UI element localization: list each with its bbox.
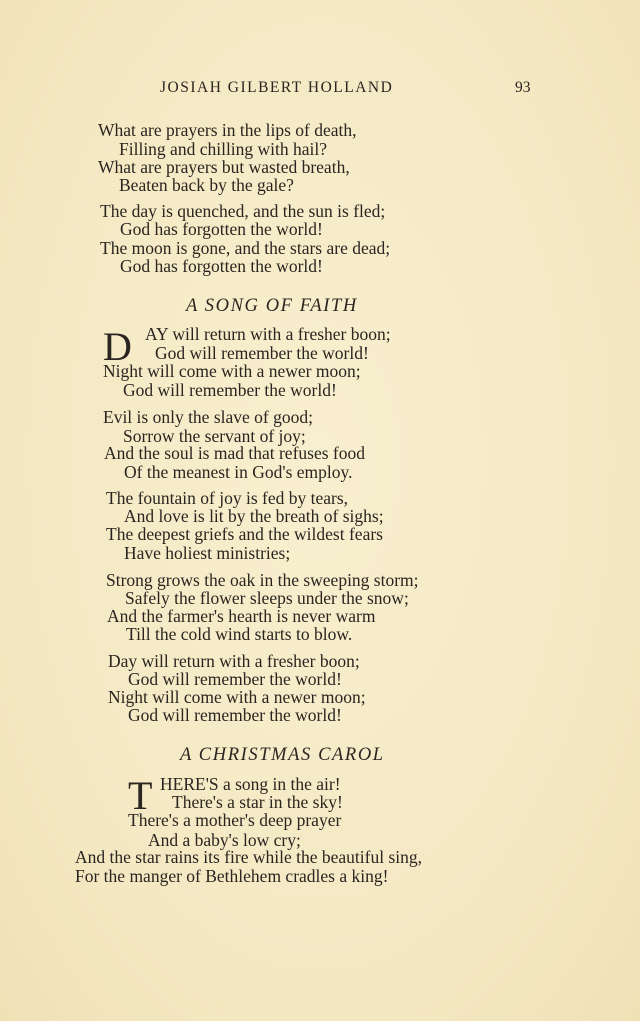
poem-line: There's a star in the sky!: [172, 792, 343, 812]
poem-line: Beaten back by the gale?: [119, 175, 294, 195]
poem-line: Safely the flower sleeps under the snow;: [125, 588, 409, 608]
poem-line: HERE'S a song in the air!: [160, 774, 341, 794]
drop-cap: T: [128, 773, 153, 818]
poem-line: God will remember the world!: [123, 380, 337, 400]
poem-line: And the star rains its fire while the beautiful sing,: [75, 847, 423, 867]
page-number: 93: [515, 79, 531, 96]
poem-line: What are prayers but wasted breath,: [98, 157, 350, 177]
poem-line: What are prayers in the lips of death,: [98, 120, 357, 140]
running-head: JOSIAH GILBERT HOLLAND: [160, 79, 394, 96]
poem-line: Filling and chilling with hail?: [119, 139, 328, 159]
poem-line: God will remember the world!: [155, 343, 369, 363]
poem-line: Night will come with a newer moon;: [103, 361, 361, 381]
poem-line: The fountain of joy is fed by tears,: [106, 488, 349, 508]
poem-line: Strong grows the oak in the sweeping storm;: [106, 570, 419, 590]
poem-line: God has forgotten the world!: [120, 256, 323, 276]
poem-line: God has forgotten the world!: [120, 219, 323, 239]
poem-line: Night will come with a newer moon;: [108, 687, 366, 707]
poem-line: The day is quenched, and the sun is fled;: [100, 201, 386, 221]
poem-line: And the farmer's hearth is never warm: [107, 606, 376, 626]
poem-line: And a baby's low cry;: [148, 830, 301, 850]
poem-line: God will remember the world!: [128, 705, 342, 725]
poem-line: Till the cold wind starts to blow.: [126, 624, 353, 644]
poem-line: Sorrow the servant of joy;: [123, 426, 306, 446]
poem-line: Have holiest ministries;: [124, 543, 291, 563]
poem-line: And love is lit by the breath of sighs;: [124, 506, 384, 526]
poem-title: A CHRISTMAS CAROL: [180, 745, 385, 765]
poem-title: A SONG OF FAITH: [186, 296, 358, 316]
poem-line: God will remember the world!: [128, 669, 342, 689]
poem-line: There's a mother's deep prayer: [128, 810, 342, 830]
poem-line: AY will return with a fresher boon;: [145, 324, 391, 344]
poem-line: The deepest griefs and the wildest fears: [106, 524, 383, 544]
poem-line: And the soul is mad that refuses food: [104, 443, 365, 463]
drop-cap: D: [103, 324, 132, 369]
poem-line: The moon is gone, and the stars are dead;: [100, 238, 391, 258]
poem-line: Of the meanest in God's employ.: [124, 462, 353, 482]
poem-line: For the manger of Bethlehem cradles a king!: [75, 866, 389, 886]
poem-line: Day will return with a fresher boon;: [108, 651, 360, 671]
poem-line: Evil is only the slave of good;: [103, 407, 313, 427]
